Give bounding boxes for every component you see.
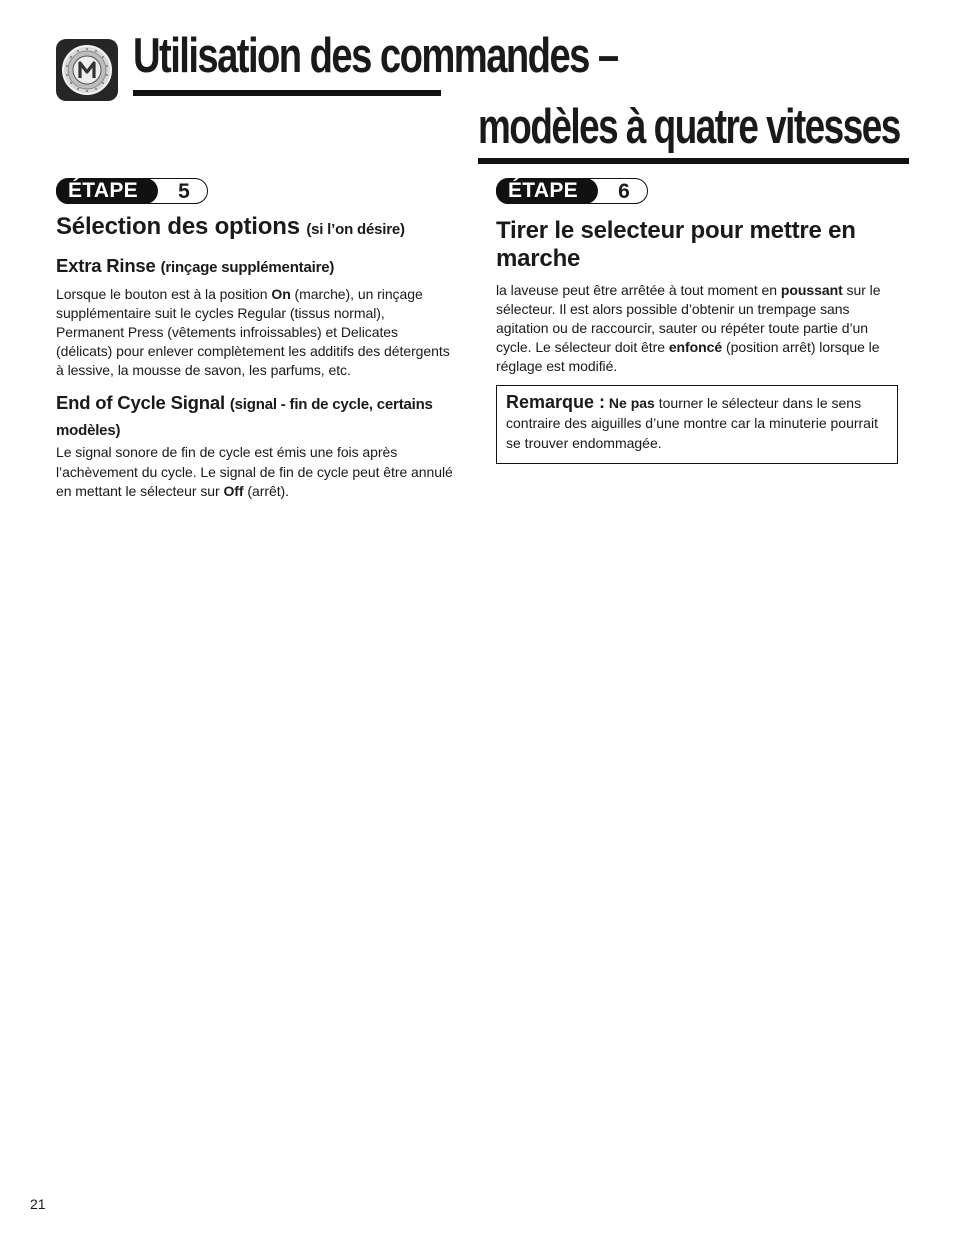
step-6-badge xyxy=(496,178,646,204)
end-signal-note: (signal - fin de cycle, certains modèles) xyxy=(56,396,433,439)
note-lead: Remarque : xyxy=(506,392,606,412)
badge-label: ÉTAPE xyxy=(496,178,598,204)
badge-number: 5 xyxy=(178,180,190,203)
bold-run: On xyxy=(271,286,291,302)
step-6-section xyxy=(496,217,898,376)
bold-run: enfoncé xyxy=(668,339,723,355)
heading-note: (si l’on désire) xyxy=(306,221,405,238)
end-signal-title: End of Cycle Signal xyxy=(56,392,225,413)
page-number: 21 xyxy=(30,1196,46,1212)
note-bold: Ne pas xyxy=(608,395,655,411)
text-run: Lorsque le bouton est à la position xyxy=(56,286,272,302)
title-underline-2 xyxy=(478,158,909,164)
page-title-line1: Utilisation des commandes – xyxy=(133,29,618,83)
end-signal-paragraph xyxy=(56,443,456,502)
note-box xyxy=(496,385,898,464)
bold-run: Off xyxy=(223,483,244,499)
step-6-paragraph xyxy=(496,281,898,376)
text-run: sur le sélecteur. Il est alors possible d’obtenir un trempage sans agitation ou de raccourcir, sauter ou répéter toute partie d’un cycle. Le sélecteur doit être xyxy=(496,282,881,355)
section-heading xyxy=(56,212,456,244)
page-title-line2: modèles à quatre vitesses xyxy=(478,100,900,154)
step-5-section xyxy=(56,212,456,502)
control-knob-logo-icon xyxy=(56,39,118,101)
text-run: (marche), un rinçage supplémentaire suit le cycles Regular (tissus normal), Permanent Press (vêtements infroissables) et Delicates (délicats) pour enlever complètement les additifs des détergents à lessive, la mousse de savon, les parfums, etc. xyxy=(56,286,450,378)
section-heading: Tirer le selecteur pour mettre en marche xyxy=(496,217,856,272)
text-run: (arrêt). xyxy=(243,483,289,499)
step-5-badge xyxy=(56,178,206,204)
extra-rinse-title: Extra Rinse xyxy=(56,255,156,276)
end-signal-heading xyxy=(56,391,456,443)
extra-rinse-note: (rinçage supplémentaire) xyxy=(160,259,335,276)
badge-number: 6 xyxy=(618,180,630,203)
bold-run: poussant xyxy=(780,282,843,298)
note-text: tourner le sélecteur dans le sens contraire des aiguilles d’une montre car la minuterie pourrait se trouver endommagée. xyxy=(506,395,878,451)
badge-label: ÉTAPE xyxy=(56,178,158,204)
title-underline-1 xyxy=(133,90,441,96)
text-run: Le signal sonore de fin de cycle est émis une fois après l’achèvement du cycle. Le signal de fin de cycle peut être annulé en mettant le sélecteur sur xyxy=(56,444,453,499)
heading-text: Sélection des options xyxy=(56,213,300,240)
text-run: la laveuse peut être arrêtée à tout moment en xyxy=(496,282,781,298)
text-run: (position arrêt) lorsque le réglage est modifié. xyxy=(496,339,880,374)
extra-rinse-paragraph xyxy=(56,285,456,380)
extra-rinse-heading xyxy=(56,254,456,280)
